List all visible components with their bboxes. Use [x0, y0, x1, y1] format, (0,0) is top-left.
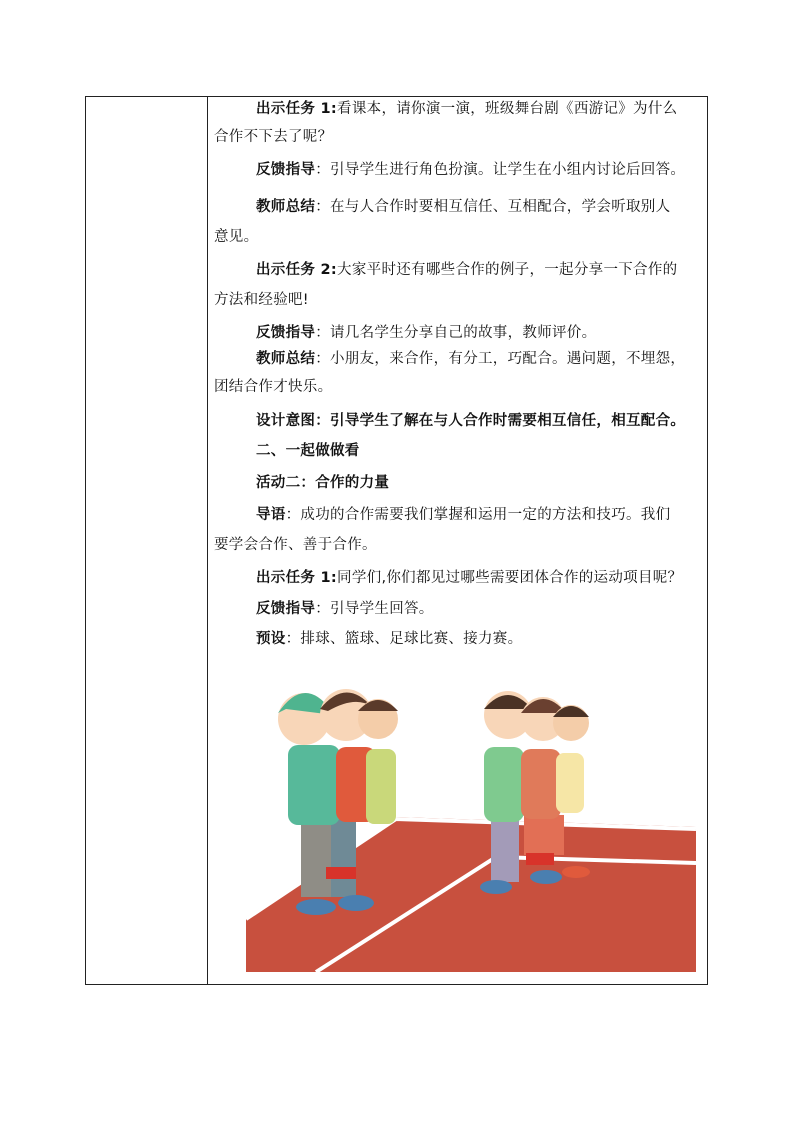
intro-line1 [256, 505, 670, 525]
feedback2 [256, 323, 596, 343]
task3-text: 同学们,你们都见过哪些需要团体合作的运动项目呢？ [337, 570, 683, 586]
summary2-text: ：小朋友，来合作，有分工，巧配合。遇问题，不埋怨， [315, 351, 686, 367]
child-yellow-shirt [556, 753, 584, 813]
column-divider [207, 97, 208, 984]
feedback2-text: ：请几名学生分享自己的故事，教师评价。 [315, 325, 597, 341]
feedback3-text: ：引导学生回答。 [315, 601, 434, 617]
child-shoe [530, 870, 562, 884]
feedback1-text: ：引导学生进行角色扮演。让学生在小组内讨论后回答。 [315, 162, 686, 178]
intro-label: 导语 [256, 507, 286, 523]
leg-tie [526, 853, 554, 865]
feedback3 [256, 599, 434, 619]
task1-line2: 合作不下去了呢？ [214, 129, 333, 145]
task2-line2: 方法和经验吧! [214, 292, 309, 308]
activity2-title: 活动二：合作的力量 [256, 475, 390, 491]
three-legged-race-illustration [246, 667, 696, 972]
task3 [256, 568, 682, 588]
child-green-jacket [288, 745, 340, 825]
feedback1-label: 反馈指导 [256, 162, 316, 178]
preset-label: 预设 [256, 631, 286, 647]
child-green-shirt [484, 747, 524, 822]
lesson-table [85, 96, 708, 985]
section2-title: 二、一起做做看 [256, 443, 360, 459]
preset [256, 629, 522, 649]
summary1-line1 [256, 197, 670, 217]
child-legs [301, 817, 331, 897]
task3-label: 出示任务 1: [256, 570, 338, 586]
task1-label: 出示任务 1: [256, 101, 338, 117]
feedback1 [256, 160, 685, 180]
summary1-line2: 意见。 [214, 229, 259, 245]
summary1-label: 教师总结 [256, 199, 316, 215]
leg-tie [326, 867, 356, 879]
design-intent: 设计意图：引导学生了解在与人合作时需要相互信任，相互配合。 [256, 413, 686, 429]
task1-text: 看课本，请你演一演，班级舞台剧《西游记》为什么 [337, 101, 678, 117]
child-skirt [524, 815, 564, 855]
child-shoe [296, 899, 336, 915]
task1-line1 [256, 99, 677, 119]
child-legs [331, 817, 356, 897]
preset-text: ：排球、篮球、足球比赛、接力赛。 [285, 631, 523, 647]
summary2-label: 教师总结 [256, 351, 316, 367]
feedback2-label: 反馈指导 [256, 325, 316, 341]
intro-line2: 要学会合作、善于合作。 [214, 537, 377, 553]
summary2-line2: 团结合作才快乐。 [214, 379, 333, 395]
summary2-line1 [256, 349, 685, 369]
task2-line1 [256, 260, 677, 280]
child-patterned-dress [521, 749, 561, 819]
intro-text: ：成功的合作需要我们掌握和运用一定的方法和技巧。我们 [285, 507, 671, 523]
child-shoe [480, 880, 512, 894]
summary1-text: ：在与人合作时要相互信任、互相配合，学会听取别人 [315, 199, 671, 215]
child-legs [491, 817, 519, 882]
task2-label: 出示任务 2: [256, 262, 338, 278]
task2-text: 大家平时还有哪些合作的例子，一起分享一下合作的 [337, 262, 678, 278]
child-shoe [562, 866, 590, 878]
child-shoe [338, 895, 374, 911]
feedback3-label: 反馈指导 [256, 601, 316, 617]
child-striped-shirt [366, 749, 396, 824]
